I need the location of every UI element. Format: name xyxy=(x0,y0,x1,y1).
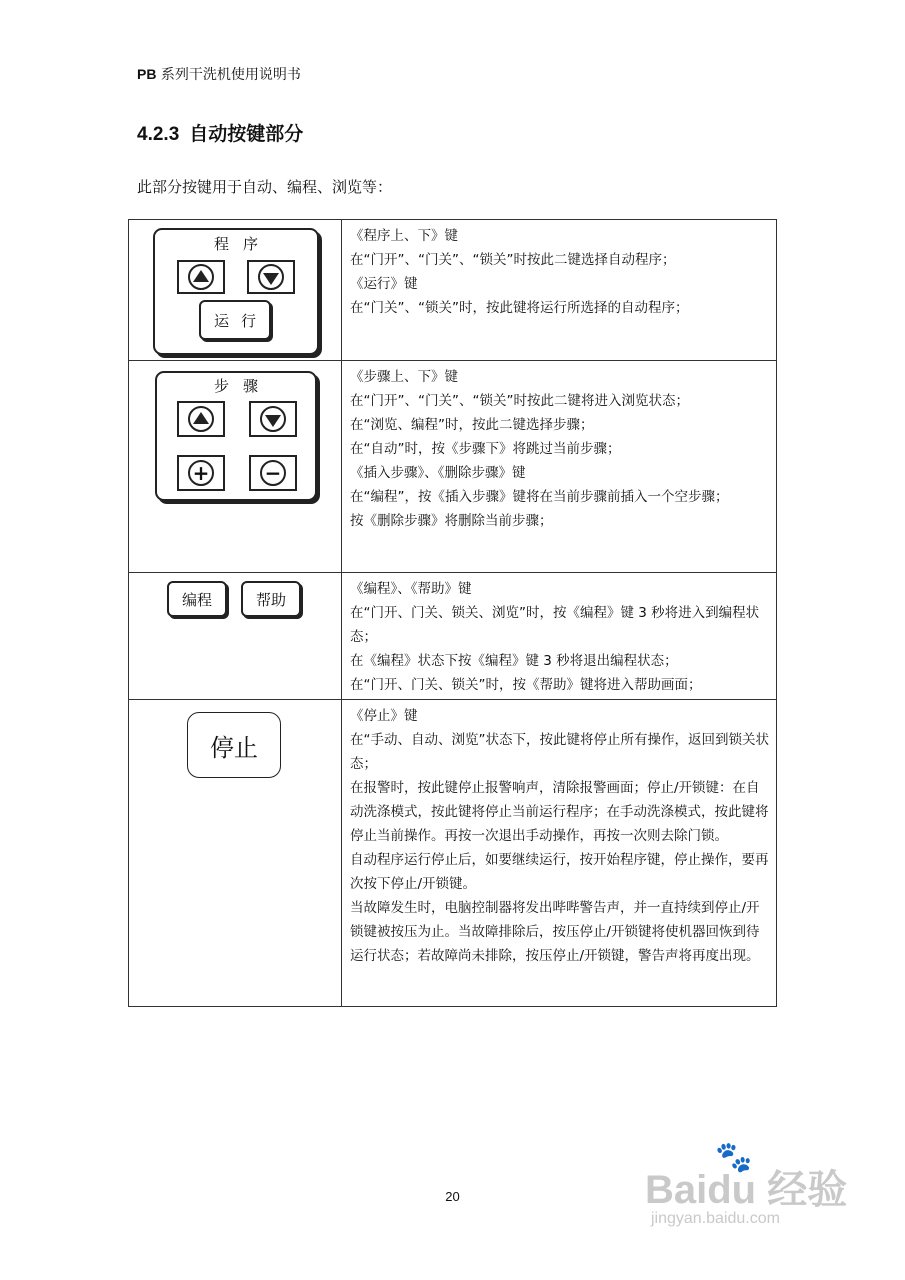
table-row xyxy=(129,700,777,1007)
key-picture-cell xyxy=(129,700,342,1007)
key-description-cell xyxy=(342,700,777,1007)
program-down-button[interactable] xyxy=(247,260,295,294)
description-line: 《编程》、《帮助》键 xyxy=(350,581,472,597)
description-line: 《程序上、下》键 xyxy=(350,228,458,244)
description-line: 在《编程》状态下按《编程》键 3 秒将退出编程状态； xyxy=(350,653,678,669)
table-row xyxy=(129,573,777,700)
minus-icon: − xyxy=(260,460,286,486)
key-description-table xyxy=(128,219,777,1007)
description-line: 自动程序运行停止后，如要继续运行，按开始程序键，停止操作，要再次按下停止/开锁键。 xyxy=(350,852,769,892)
description-line: 在“门开”、“门关”、“锁关”时按此二键将进入浏览状态； xyxy=(350,393,689,409)
description-line: 在“门关”、“锁关”时，按此键将运行所选择的自动程序； xyxy=(350,300,689,316)
watermark-brand: Baidu 经验 xyxy=(645,1168,848,1212)
key-description-cell xyxy=(342,220,777,361)
key-picture-cell xyxy=(129,361,342,573)
key-picture-cell xyxy=(129,573,342,700)
document-header xyxy=(137,64,301,84)
down-arrow-icon xyxy=(258,264,284,290)
description-line: 《停止》键 xyxy=(350,708,418,724)
header-title: 系列干洗机使用说明书 xyxy=(156,67,301,83)
section-heading xyxy=(137,119,303,146)
intro-text: 此部分按键用于自动、编程、浏览等： xyxy=(137,178,393,196)
paw-icon: 🐾 xyxy=(715,1140,753,1175)
up-arrow-icon xyxy=(188,406,214,432)
plus-icon: + xyxy=(188,460,214,486)
description-line: 在“浏览、编程”时，按此二键选择步骤； xyxy=(350,417,594,433)
description-line: 当故障发生时，电脑控制器将发出哔哔警告声，并一直持续到停止/开锁键被按压为止。当故障排除后，按压停止/开锁键将使机器回恢到待运行状态；若故障尚未排除，按压停止/开锁键，警告声将再度出现。 xyxy=(350,900,760,964)
description-line: 在“门开、门关、锁关”时，按《帮助》键将进入帮助画面； xyxy=(350,677,702,693)
description-line: 在“门开、门关、锁关、浏览”时，按《编程》键 3 秒将进入到编程状态； xyxy=(350,605,760,645)
run-button[interactable]: 运行 xyxy=(199,300,271,340)
section-title: 自动按键部分 xyxy=(189,123,304,145)
program-key-panel xyxy=(153,228,319,355)
insert-step-button[interactable] xyxy=(177,455,225,491)
description-line: 按《删除步骤》将删除当前步骤； xyxy=(350,513,553,529)
description-line: 在“自动”时，按《步骤下》将跳过当前步骤； xyxy=(350,441,621,457)
table-row xyxy=(129,361,777,573)
key-description-cell xyxy=(342,361,777,573)
description-line: 在“手动、自动、浏览”状态下，按此键将停止所有操作，返回到锁关状态； xyxy=(350,732,769,772)
step-key-panel xyxy=(155,371,317,501)
key-picture-cell xyxy=(129,220,342,361)
program-panel-title: 程序 xyxy=(213,235,272,253)
step-up-button[interactable] xyxy=(177,401,225,437)
step-down-button[interactable] xyxy=(249,401,297,437)
up-arrow-icon xyxy=(188,264,214,290)
program-up-button[interactable] xyxy=(177,260,225,294)
watermark xyxy=(645,1140,855,1240)
delete-step-button[interactable] xyxy=(249,455,297,491)
help-button[interactable]: 帮助 xyxy=(241,581,301,617)
description-line: 《插入步骤》、《删除步骤》键 xyxy=(350,465,526,481)
watermark-url: jingyan.baidu.com xyxy=(651,1210,780,1227)
section-number: 4.2.3 xyxy=(137,124,180,145)
stop-button[interactable]: 停止 xyxy=(187,712,281,778)
description-line: 《运行》键 xyxy=(350,276,418,292)
step-panel-title: 步骤 xyxy=(213,377,272,395)
description-line: 《步骤上、下》键 xyxy=(350,369,458,385)
description-line: 在“编程”，按《插入步骤》键将在当前步骤前插入一个空步骤； xyxy=(350,489,729,505)
table-row xyxy=(129,220,777,361)
program-edit-button[interactable]: 编程 xyxy=(167,581,227,617)
description-line: 在报警时，按此键停止报警响声，清除报警画面；停止/开锁键：在自动洗涤模式，按此键将停止当前运行程序；在手动洗涤模式，按此键将停止当前操作。再按一次退出手动操作，再按一次则去除门锁。 xyxy=(350,780,769,844)
page-number: 20 xyxy=(445,1189,460,1204)
header-prefix: PB xyxy=(137,66,157,82)
key-description-cell xyxy=(342,573,777,700)
down-arrow-icon xyxy=(260,406,286,432)
description-line: 在“门开”、“门关”、“锁关”时按此二键选择自动程序； xyxy=(350,252,676,268)
